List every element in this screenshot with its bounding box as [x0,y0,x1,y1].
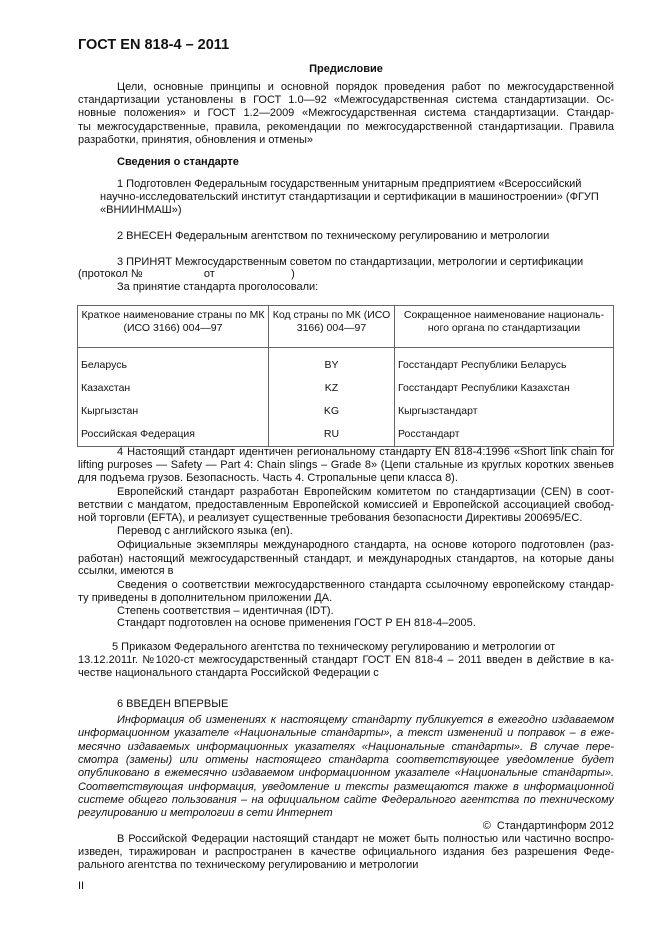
text-line: lifting purposes — Safety — Part 4: Chain slings – Grade 8» (Цепи стальные из круглых коротких звеньев [78,459,614,471]
voting-countries-table [77,305,614,447]
text-line: научно-исследовательский институт стандартизации и сертификации в машиностроении» (ФГУП [100,191,599,203]
text-line: Европейский стандарт разработан Европейским комитетом по стандартизации (CEN) в соот- [117,486,614,498]
text-line: Цели, основные принципы и основной порядок проведения работ по межгосударственной [117,81,614,93]
text-line: Информация об изменениях к настоящему стандарту публикуется в ежегодно издаваемом [117,714,614,726]
text-line: рального агентства по техническому регулированию и метрологии [78,859,419,871]
country-cell: Кыргызстан [78,400,269,423]
document-title: ГОСТ EN 818-4 – 2011 [78,37,230,53]
text-line: Перевод с английского языка (en). [117,525,293,537]
table-row [78,423,614,447]
text-line: Сведения о соответствии межгосударственного стандарта ссылочному европейскому стандар- [117,579,614,591]
text-line: ссылки, имеются в [78,565,174,577]
text-line: месячно издаваемых информационных указателях «Национальные стандарты». В случае пере- [78,741,614,753]
table-row [78,400,614,423]
country-cell: Российская Федерация [78,423,269,447]
text-line: ной торговли (EFTA), и реализует существенные требования безопасности Директивы 200695/EC. [78,512,583,524]
text-line: За принятие стандарта проголосовали: [117,281,319,293]
text-line: Предисловие [309,63,383,75]
text-line: «ВНИИНМАШ») [100,204,182,216]
text-line: смотра (замены) или отмены настоящего стандарта соответствующее уведомление будет [78,754,614,766]
text-line: новные положения» и ГОСТ 1.2—2009 «Межгосударственная система стандартизации. Стандар- [78,107,614,119]
text-line: 5 Приказом Федерального агентства по техническому регулированию и метрологии от [112,641,556,653]
text-line: © Стандартинформ 2012 [482,820,614,832]
body-cell: Кыргызстандарт [395,400,614,423]
text-line: Степень соответствия – идентичная (IDT). [117,605,334,617]
code-cell: KZ [269,377,395,400]
country-cell: Казахстан [78,377,269,400]
text-line: регулированию и метрологии в сети Интернет [78,807,333,819]
body-cell: Росстандарт [395,423,614,447]
text-line: стандартизации установлены в ГОСТ 1.0—92 «Межгосударственная система стандартизации. Ос- [78,94,614,106]
text-line: Стандарт подготовлен на основе применения ГОСТ Р ЕН 818-4–2005. [117,617,476,629]
table-row [78,348,614,378]
text-line: опубликовано в ежемесячно издаваемом информационном указателе «Национальные стандарты». [78,767,614,779]
column-header-country: Краткое наименование страны по МК (ИСО 3166) 004—97 [78,306,269,348]
text-line: ветствии с мандатом, предоставленным Европейской комиссией и Европейской ассоциацией свобод- [78,499,614,511]
text-line: для подъема грузов. Безопасность. Часть 4. Стропальные цепи класса 8). [78,472,458,484]
text-line: 2 ВНЕСЕН Федеральным агентством по техническому регулированию и метрологии [117,230,550,242]
country-cell: Беларусь [78,348,269,378]
text-line: (протокол № от ) [78,268,295,280]
column-header-body: Сокращенное наименование националь-ного органа по стандартизации [395,306,614,348]
column-header-code: Код страны по МК (ИСО 3166) 004—97 [269,306,395,348]
text-line: Соответствующая информация, уведомление и тексты размещаются также в информационной [78,781,614,793]
text-line: честве национального стандарта Российской Федерации с [78,667,379,679]
body-cell: Госстандарт Республики Беларусь [395,348,614,378]
text-line: II [78,880,85,892]
code-cell: RU [269,423,395,447]
text-line: ту приведены в дополнительном приложении ДА. [78,592,333,604]
text-line: работан) настоящий межгосударственный стандарт, и международных стандартов, на которые даны [78,553,614,565]
text-line: ты межгосударственные, правила, рекомендации по межгосударственной стандартизации. Правила [78,121,614,133]
text-line: разработки, принятия, обновления и отмены» [78,134,314,146]
text-line: 6 ВВЕДЕН ВПЕРВЫЕ [117,698,229,710]
code-cell: BY [269,348,395,378]
text-line: информационном указателе «Национальные стандарты», а текст изменений и поправок – в еже- [78,727,614,739]
text-line: 13.12.2011г. №1020-ст межгосударственный стандарт ГОСТ EN 818-4 – 2011 введен в действие в ка- [78,654,614,666]
body-cell: Госстандарт Республики Казахстан [395,377,614,400]
table-header-row [78,306,614,348]
text-line: 4 Настоящий стандарт идентичен региональному стандарту EN 818-4:1996 «Short link chain for [117,446,614,458]
text-line: В Российской Федерации настоящий стандарт не может быть полностью или частично воспро- [117,833,614,845]
code-cell: KG [269,400,395,423]
text-line: 3 ПРИНЯТ Межгосударственным советом по стандартизации, метрологии и сертификации [117,256,584,268]
text-line: Официальные экземпляры международного стандарта, на основе которого подготовлен (раз- [117,539,614,551]
text-line: 1 Подготовлен Федеральным государственным унитарным предприятием «Всероссийский [117,178,582,190]
text-line: системе общего пользования – на официальном сайте Федерального агентства по техническому [78,794,614,806]
text-line: Сведения о стандарте [117,156,239,168]
table-row [78,377,614,400]
text-line: изведен, тиражирован и распространен в качестве официального издания без разрешения Феде- [78,846,614,858]
